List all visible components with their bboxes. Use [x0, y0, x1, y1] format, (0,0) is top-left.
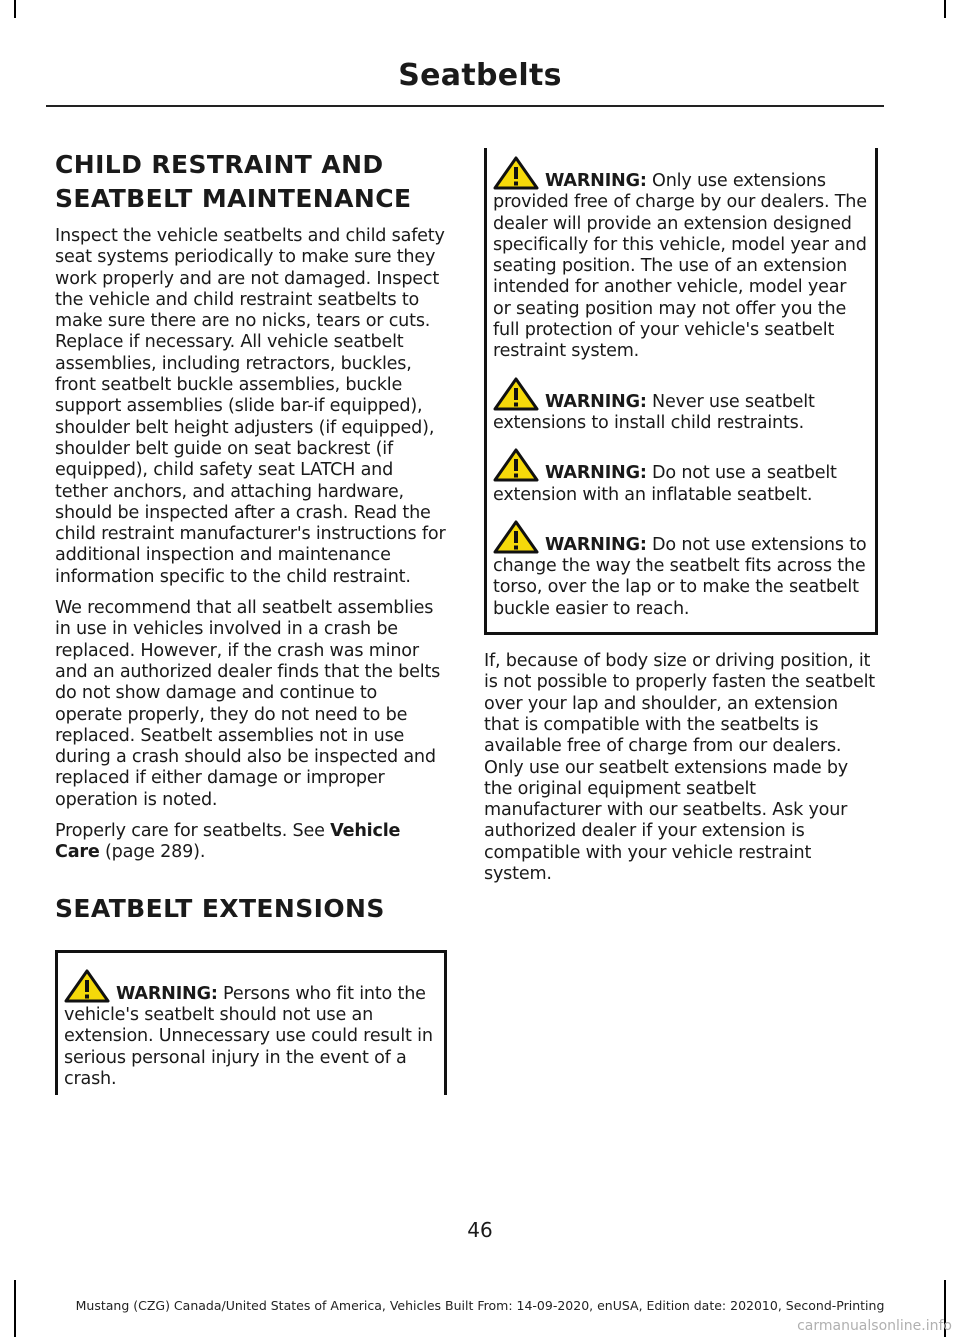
- paragraph-extension-availability: If, because of body size or driving position, it is not possible to properly fasten the seatbelt over your lap and shoulder, an extension that is compatible with the seatbelts is available free of charge from our dealers. Only use our seatbelt extensions made by the original equipment seatbelt manufacturer with our seatbelts. Ask your authorized dealer if your extension is compatible with your vehicle restraint system.: [484, 651, 875, 885]
- warning-label: WARNING:: [545, 534, 647, 555]
- footer-text: Mustang (CZG) Canada/United States of America, Vehicles Built From: 14-09-2020, enUSA, Edition date: 202010, Second-Printing: [75, 1298, 885, 1313]
- warning-triangle-icon: [493, 156, 539, 190]
- warning-item: [493, 377, 867, 435]
- left-column: [55, 148, 447, 1095]
- warning-text: Do not use a seatbelt extension with an inflatable seatbelt.: [493, 463, 837, 505]
- warning-item: [64, 969, 436, 1090]
- warning-text: Persons who fit into the vehicle's seatbelt should not use an extension. Unnecessary use could result in serious personal injury in the event of a crash.: [64, 983, 433, 1089]
- warning-label: WARNING:: [116, 983, 218, 1004]
- watermark[interactable]: carmanualsonline.info: [797, 1318, 952, 1334]
- warning-triangle-icon: [493, 377, 539, 411]
- right-column: [484, 148, 878, 895]
- paragraph-inspect: Inspect the vehicle seatbelts and child safety seat systems periodically to make sure they work properly and are not damaged. Inspect the vehicle and child restraint seatbelts to make sure there are no nicks, tears or cuts. Replace if necessary. All vehicle seatbelt assemblies, including retractors, buckles, front seatbelt buckle assemblies, buckle support assemblies (slide bar-if equipped), shoulder belt height adjusters (if equipped), shoulder belt guide on seat backrest (if equipped), child safety seat LATCH and tether anchors, and attaching hardware, should be inspected after a crash. Read the child restraint manufacturer's instructions for additional inspection and maintenance information specific to the child restraint.: [55, 226, 446, 587]
- header-divider: [46, 105, 884, 107]
- warning-box-left: [55, 950, 447, 1095]
- warning-text: Never use seatbelt extensions to install child restraints.: [493, 391, 815, 433]
- paragraph-care: [55, 821, 447, 864]
- warning-label: WARNING:: [545, 171, 647, 191]
- care-prefix: Properly care for seatbelts. See: [55, 821, 331, 842]
- warning-text: Do not use extensions to change the way the seatbelt fits across the torso, over the lap or to make the seatbelt buckle easier to reach.: [493, 534, 867, 619]
- warning-text: Only use extensions provided free of charge by our dealers. The dealer will provide an extension designed specifically for this vehicle, model year and seating position. The use of an extension intended for another vehicle, model year or seating position may not offer you the full protection of your vehicle's seatbelt restraint system.: [493, 171, 867, 362]
- warning-label: WARNING:: [545, 391, 647, 412]
- section-heading-maintenance: CHILD RESTRAINT AND SEATBELT MAINTENANCE: [55, 150, 412, 213]
- warning-triangle-icon: [493, 520, 539, 554]
- warning-item: [493, 520, 867, 620]
- vehicle-care-link[interactable]: Vehicle Care: [55, 821, 401, 863]
- paragraph-replace: We recommend that all seatbelt assemblies in use in vehicles involved in a crash be replaced. However, if the crash was minor and an authorized dealer finds that the belts do not show damage and continue to operate properly, they do not need to be replaced. Seatbelt assemblies not in use during a crash should also be inspected and replaced if either damage or improper operation is noted.: [55, 598, 441, 810]
- warning-item: [493, 156, 867, 363]
- care-suffix: (page 289).: [99, 842, 206, 863]
- crop-mark-top-left: [14, 0, 16, 18]
- warning-item: [493, 448, 867, 506]
- page-header-title: Seatbelts: [398, 58, 562, 93]
- section-heading-extensions: SEATBELT EXTENSIONS: [55, 893, 385, 923]
- warning-triangle-icon: [493, 448, 539, 482]
- warning-label: WARNING:: [545, 463, 647, 484]
- warning-triangle-icon: [64, 969, 110, 1003]
- warning-box-right: [484, 148, 878, 635]
- crop-mark-top-right: [944, 0, 946, 18]
- page-number: 46: [467, 1218, 493, 1242]
